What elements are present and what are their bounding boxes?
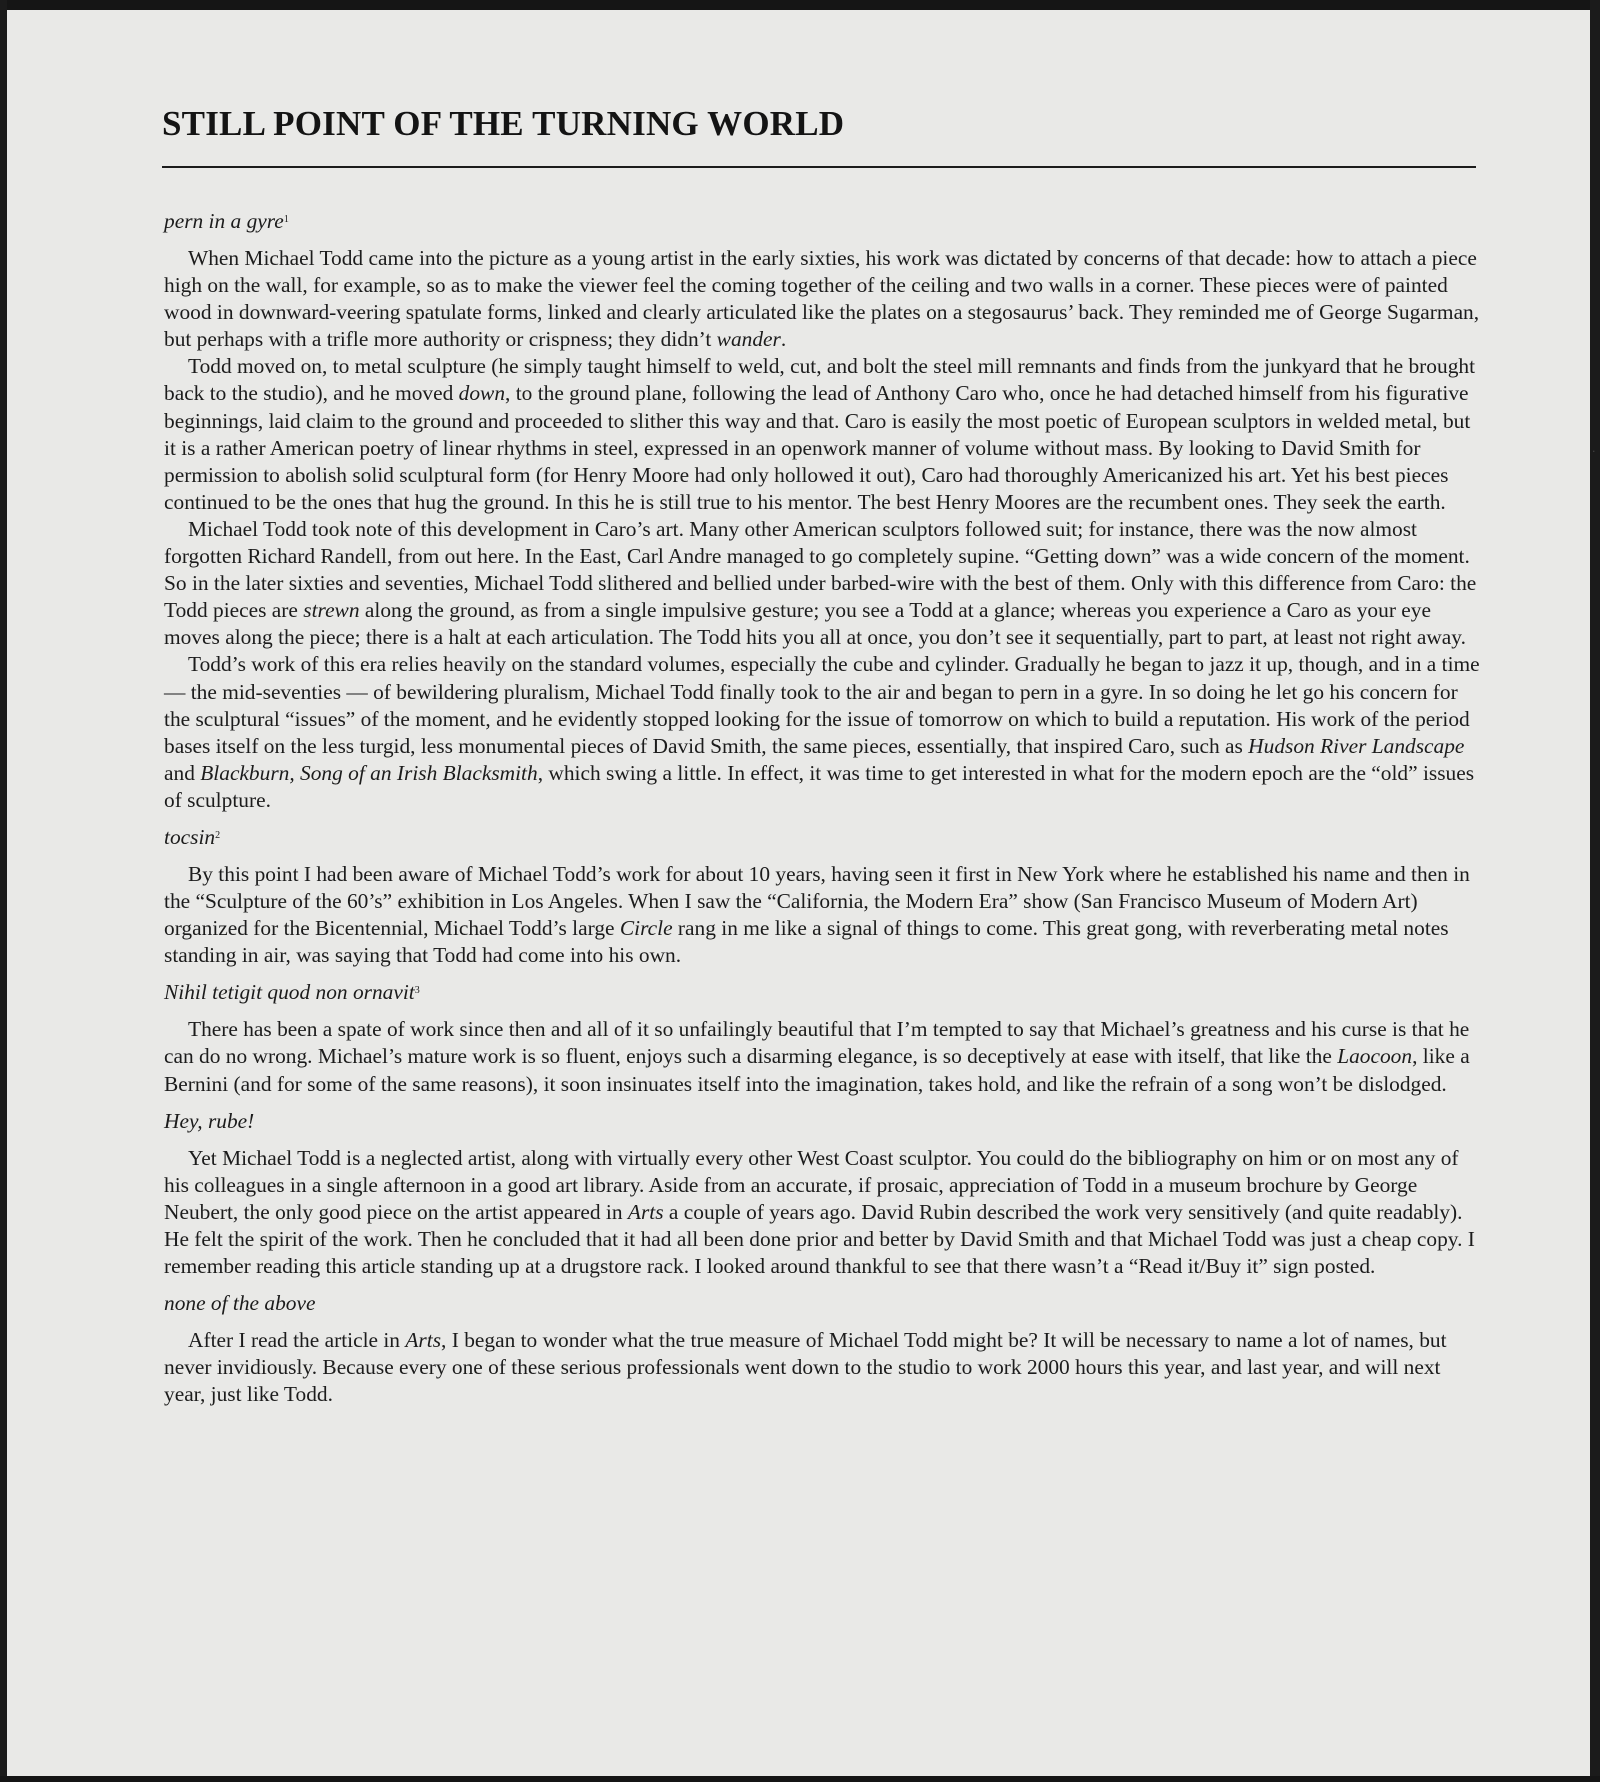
article-title: STILL POINT OF THE TURNING WORLD xyxy=(162,104,845,143)
section-heading xyxy=(164,979,1480,1006)
article-section xyxy=(164,979,1480,1097)
section-gap xyxy=(164,814,1480,824)
section-heading xyxy=(164,1108,1480,1135)
scan-border-right xyxy=(1590,0,1600,1782)
section-gap xyxy=(164,1280,1480,1290)
text-run: and xyxy=(164,760,201,785)
text-run: Michael Todd took note of this development in Caro’s art. Many other American sculptors followed suit; for instance, there was the now almost forgotten Richard Randell, from out here. In the East, Carl Andre managed to go completely supine. “Getting down” was a wide concern of the moment. So in the later sixties and seventies, Michael Todd slithered and bellied under barbed-wire with the best of them. Only with this difference from Caro: the Todd pieces are xyxy=(164,516,1477,623)
section-heading xyxy=(164,1290,1480,1317)
text-run: . xyxy=(780,327,787,352)
italic-title-run: Circle xyxy=(619,916,673,941)
italic-title-run: Hudson River Landscape xyxy=(1248,733,1465,758)
text-run: along the ground, as from a single impulsive gesture; you see a Todd at a glance; whereas you experience a Caro as your eye moves along the piece; there is a halt at each articulation. The Todd hits you all at once, you don’t see it sequentially, part to part, at least not right away. xyxy=(164,598,1466,650)
italic-title-run: Laocoon xyxy=(1337,1044,1413,1069)
text-run: Yet Michael Todd is a neglected artist, along with virtually every other West Coast sculptor. You could do the bibliography on him or on most any of his colleagues in a single afternoon in a good art library. Aside from an accurate, if prosaic, appreciation of Todd in a museum brochure by George Neubert, the only good piece on the artist appeared in xyxy=(164,1145,1459,1224)
section-gap xyxy=(164,1098,1480,1108)
text-run: Todd’s work of this era relies heavily on the standard volumes, especially the cube and cylinder. Gradually he began to jazz it up, though, and in a time — the mid-seventies — of bewildering pluralism, Michael Todd finally took to the air and began to pern in a gyre. In so doing he let go his concern for the sculptural “issues” of the moment, and he evidently stopped looking for the issue of tomorrow on which to build a reputation. His work of the period bases itself on the less turgid, less monumental pieces of David Smith, the same pieces, essentially, that inspired Caro, such as xyxy=(164,652,1480,758)
article-body xyxy=(164,208,1480,1408)
section-heading xyxy=(164,208,1480,235)
text-run: Todd moved on, to metal sculpture (he simply taught himself to weld, cut, and bolt the steel mill remnants and finds from the junkyard that he brought back to the studio), and he moved xyxy=(164,354,1476,406)
section-heading-text: Nihil tetigit quod non ornavit xyxy=(164,980,415,1005)
italic-title-run: Blackburn, Song of an Irish Blacksmith xyxy=(200,760,538,785)
footnote-marker: 1 xyxy=(283,214,289,225)
section-gap xyxy=(164,969,1480,979)
body-paragraph xyxy=(164,861,1480,969)
body-paragraph xyxy=(164,651,1480,814)
section-heading-text: none of the above xyxy=(164,1291,316,1316)
text-run: There has been a spate of work since then and all of it so unfailingly beautiful that I’m tempted to say that Michael’s greatness and his curse is that he can do no wrong. Michael’s mature work is so fluent, enjoys such a disarming elegance, is so deceptively at ease with itself, that like the xyxy=(164,1017,1470,1069)
body-paragraph xyxy=(164,1327,1480,1408)
article-section xyxy=(164,1290,1480,1408)
scan-border-top xyxy=(0,0,1600,10)
text-run: , which swing a little. In effect, it was time to get interested in what for the modern epoch are the “old” issues of sculpture. xyxy=(164,760,1475,812)
title-rule xyxy=(162,166,1476,168)
italic-title-run: Arts xyxy=(405,1328,442,1353)
article-section xyxy=(164,208,1480,814)
text-run: a couple of years ago. David Rubin described the work very sensitively (and quite readably). He felt the spirit of the work. Then he concluded that it had all been done prior and better by David Smith and that Michael Todd was just a cheap copy. I remember reading this article standing up at a drugstore rack. I looked around thankful to see that there wasn’t a “Read it/Buy it” sign posted. xyxy=(164,1199,1475,1278)
section-heading xyxy=(164,824,1480,851)
italic-title-run: wander xyxy=(716,327,781,352)
text-run: , to the ground plane, following the lead of Anthony Caro who, once he had detached himself from his figurative beginnings, laid claim to the ground and proceeded to slither this way and that. Caro is easily the most poetic of European sculptors in welded metal, but it is a rather American poetry of linear rhythms in steel, expressed in an openwork manner of volume without mass. By looking to David Smith for permission to abolish solid sculptural form (for Henry Moore had only hollowed it out), Caro had thoroughly Americanized his art. Yet his best pieces continued to be the ones that hug the ground. In this he is still true to his mentor. The best Henry Moores are the recumbent ones. They seek the earth. xyxy=(164,381,1471,514)
body-paragraph xyxy=(164,245,1480,353)
article-section xyxy=(164,824,1480,969)
text-run: , like a Bernini (and for some of the same reasons), it soon insinuates itself into the imagination, takes hold, and like the refrain of a song won’t be dislodged. xyxy=(164,1044,1470,1096)
section-heading-text: pern in a gyre xyxy=(164,209,284,233)
margin-tick-mark: · xyxy=(1592,445,1596,458)
body-paragraph xyxy=(164,516,1480,651)
text-run: rang in me like a signal of things to come. This great gong, with reverberating metal notes standing in air, was saying that Todd had come into his own. xyxy=(164,916,1449,968)
scan-border-left xyxy=(0,0,7,1782)
italic-title-run: down xyxy=(458,381,506,406)
section-heading-text: Hey, rube! xyxy=(164,1108,255,1133)
text-run: When Michael Todd came into the picture as a young artist in the early sixties, his work was dictated by concerns of that decade: how to attach a piece high on the wall, for example, so as to make the viewer feel the coming together of the ceiling and two walls in a corner. These pieces were of painted wood in downward-veering spatulate forms, linked and clearly articulated like the plates on a stegosaurus’ back. They reminded me of George Sugarman, but perhaps with a trifle more authority or crispness; they didn’t xyxy=(164,246,1480,352)
body-paragraph xyxy=(164,1145,1480,1280)
footnote-marker: 2 xyxy=(215,829,221,841)
italic-title-run: strewn xyxy=(303,598,360,623)
scan-border-bottom xyxy=(0,1776,1600,1782)
text-run: After I read the article in xyxy=(188,1328,406,1353)
italic-title-run: Arts xyxy=(627,1199,664,1224)
section-heading-text: tocsin xyxy=(164,824,216,849)
article-section xyxy=(164,1108,1480,1280)
footnote-marker: 3 xyxy=(414,985,420,997)
body-paragraph xyxy=(164,353,1480,516)
body-paragraph xyxy=(164,1016,1480,1097)
text-run: , I began to wonder what the true measure of Michael Todd might be? It will be necessary to name a lot of names, but never invidiously. Because every one of these serious professionals went down to the studio to work 2000 hours this year, and last year, and will next year, just like Todd. xyxy=(164,1328,1447,1407)
text-run: By this point I had been aware of Michael Todd’s work for about 10 years, having seen it first in New York where he established his name and then in the “Sculpture of the 60’s” exhibition in Los Angeles. When I saw the “California, the Modern Era” show (San Francisco Museum of Modern Art) organized for the Bicentennial, Michael Todd’s large xyxy=(164,861,1470,941)
